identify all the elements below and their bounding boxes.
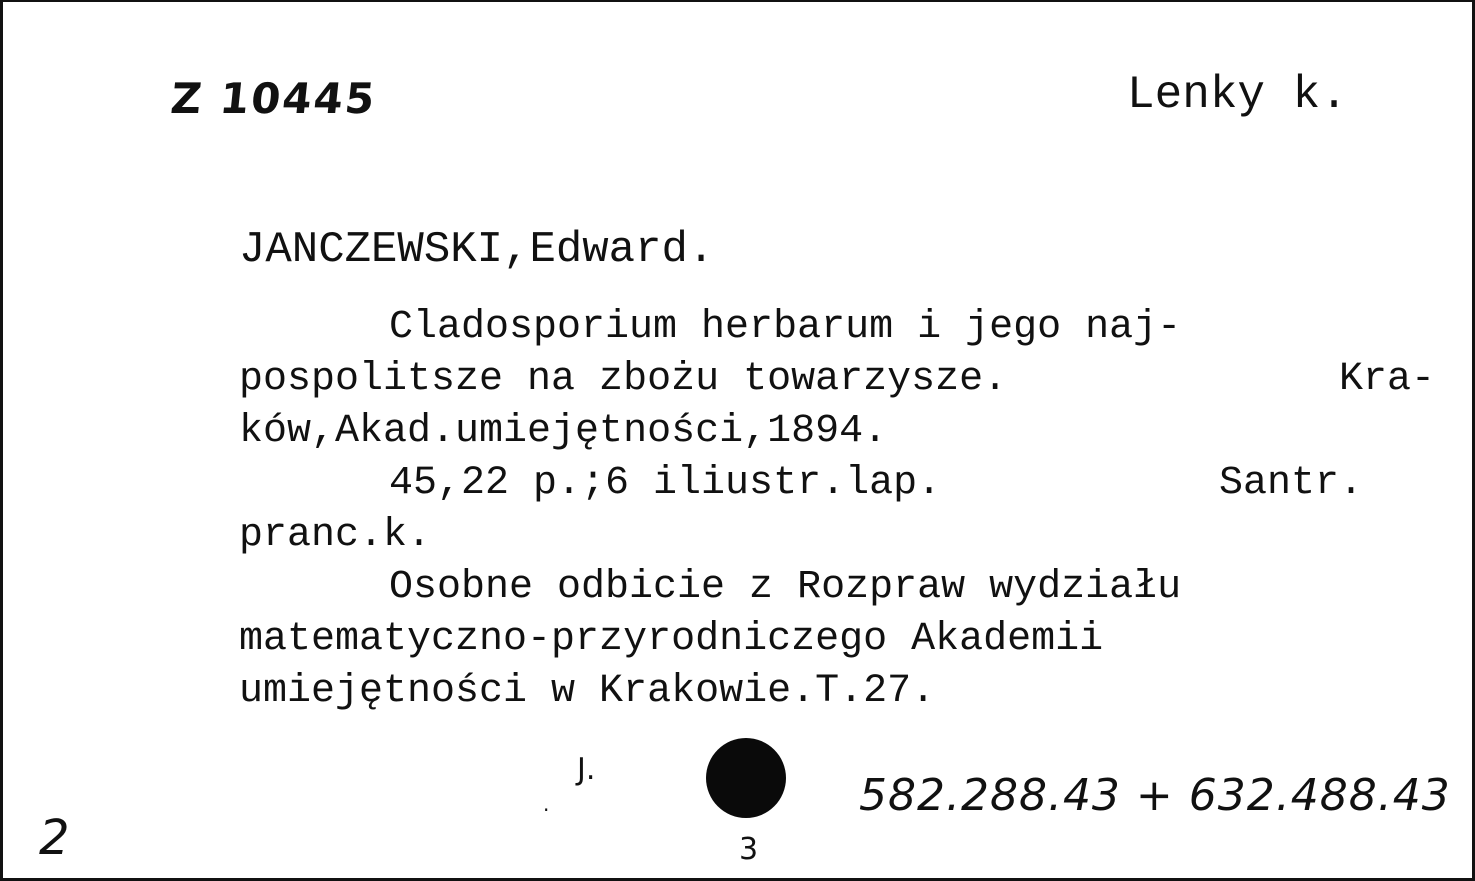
imprint-start: Kra- xyxy=(1339,357,1436,402)
classification-number: 582.288.43 + 632.488.43 xyxy=(859,770,1451,821)
call-number: Z 10445 xyxy=(168,74,379,123)
author-heading: JANCZEWSKI,Edward. xyxy=(239,225,715,275)
small-dot-mark: . xyxy=(543,792,550,816)
summary-note-end: pranc.k. xyxy=(239,513,432,558)
collation-line: 45,22 p.;6 iliustr.lap. xyxy=(389,461,942,506)
series-note-line-2: matematyczno-przyrodniczego Akademii xyxy=(239,617,1104,662)
imprint-line: ków,Akad.umiejętności,1894. xyxy=(239,409,888,454)
corner-handwritten-mark: 2 xyxy=(39,810,70,866)
punch-hole xyxy=(706,738,786,818)
location-note: Lenky k. xyxy=(1127,69,1348,121)
under-punch-mark: 3 xyxy=(739,832,759,867)
title-line-2: pospolitsze na zbożu towarzysze. xyxy=(239,357,1008,402)
title-line-1: Cladosporium herbarum i jego naj- xyxy=(389,305,1182,350)
series-note-line-1: Osobne odbicie z Rozpraw wydziału xyxy=(389,565,1182,610)
series-note-line-3: umiejętności w Krakowie.T.27. xyxy=(239,669,936,714)
card-top-edge xyxy=(3,2,1475,8)
summary-note-start: Santr. xyxy=(1219,461,1364,506)
handwritten-j-mark: J. xyxy=(577,752,596,787)
